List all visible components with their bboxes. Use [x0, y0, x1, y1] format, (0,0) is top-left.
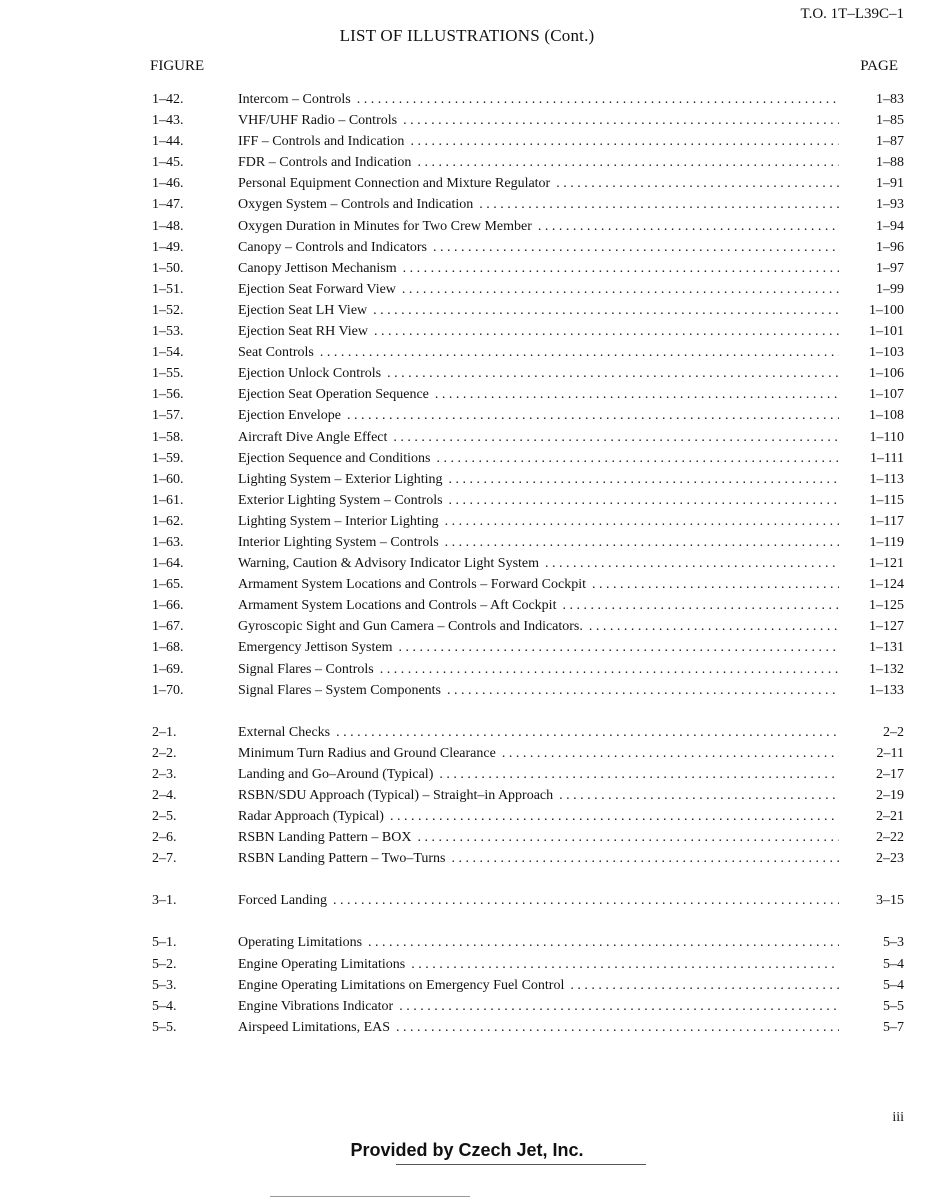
figure-title: Personal Equipment Connection and Mixture Regulator — [238, 176, 551, 192]
list-item — [0, 89, 934, 110]
figure-title: Warning, Caution & Advisory Indicator Light System — [238, 556, 540, 572]
illustrations-list — [0, 89, 934, 1038]
figure-entry — [238, 321, 839, 342]
dot-leader — [399, 996, 839, 1017]
figure-title: Ejection Seat RH View — [238, 324, 368, 340]
figure-number: 1–57. — [152, 408, 184, 424]
page-number: 1–106 — [869, 366, 904, 382]
page-number: 5–5 — [883, 998, 904, 1014]
dot-leader — [502, 743, 839, 764]
figure-entry — [238, 975, 839, 996]
figure-number: 2–3. — [152, 766, 177, 782]
provided-by-underline — [396, 1164, 646, 1165]
figure-group — [0, 932, 934, 1037]
figure-entry — [238, 110, 839, 131]
figure-entry — [238, 553, 839, 574]
dot-leader — [417, 827, 839, 848]
figure-entry — [238, 532, 839, 553]
dot-leader — [435, 384, 839, 405]
figure-title: Lighting System – Interior Lighting — [238, 513, 439, 529]
figure-title: VHF/UHF Radio – Controls — [238, 113, 398, 129]
figure-number: 2–6. — [152, 830, 177, 846]
figure-title: RSBN Landing Pattern – BOX — [238, 830, 412, 846]
dot-leader — [592, 574, 839, 595]
dot-leader — [445, 511, 839, 532]
figure-title: Airspeed Limitations, EAS — [238, 1019, 391, 1035]
dot-leader — [333, 890, 839, 911]
figure-number: 1–63. — [152, 534, 184, 550]
figure-title: Ejection Sequence and Conditions — [238, 450, 431, 466]
figure-title: Forced Landing — [238, 893, 328, 909]
list-item — [0, 975, 934, 996]
page-number: 1–108 — [869, 408, 904, 424]
figure-number: 1–48. — [152, 218, 184, 234]
figure-title: Seat Controls — [238, 345, 314, 361]
figure-number: 2–1. — [152, 724, 177, 740]
figure-number: 2–4. — [152, 788, 177, 803]
dot-leader — [411, 954, 839, 975]
list-item — [0, 785, 934, 806]
group-spacer — [0, 701, 934, 722]
page-number: 1–113 — [869, 471, 904, 487]
figure-title: Oxygen Duration in Minutes for Two Crew Member — [238, 218, 532, 234]
list-item — [0, 110, 934, 131]
figure-number: 1–66. — [152, 598, 184, 614]
list-item — [0, 216, 934, 237]
page-number: 1–88 — [876, 155, 904, 171]
page-number: 1–124 — [869, 577, 904, 593]
figure-title: Engine Operating Limitations on Emergency Fuel Control — [238, 977, 565, 993]
group-spacer — [0, 911, 934, 932]
page-column-header: PAGE — [860, 58, 898, 74]
figure-number: 1–50. — [152, 260, 184, 276]
page-number: 1–100 — [869, 302, 904, 318]
figure-title: Ejection Seat Operation Sequence — [238, 387, 429, 403]
figure-title: Emergency Jettison System — [238, 640, 393, 656]
dot-leader — [556, 173, 839, 194]
page-number: 2–21 — [876, 809, 904, 825]
figure-number: 1–42. — [152, 92, 184, 107]
dot-leader — [380, 659, 839, 680]
figure-column-header: FIGURE — [150, 58, 205, 74]
figure-entry — [238, 152, 839, 173]
dot-leader — [445, 532, 839, 553]
figure-number: 1–53. — [152, 324, 184, 340]
page-number: 1–132 — [869, 661, 904, 677]
list-item — [0, 384, 934, 405]
figure-number: 1–46. — [152, 176, 184, 192]
figure-number: 1–43. — [152, 113, 184, 129]
dot-leader — [320, 342, 839, 363]
figure-number: 5–5. — [152, 1019, 177, 1035]
figure-title: Armament System Locations and Controls – Forward Cockpit — [238, 577, 587, 593]
figure-entry — [238, 954, 839, 975]
list-item — [0, 743, 934, 764]
figure-number: 5–3. — [152, 977, 177, 993]
page-number: 1–93 — [876, 197, 904, 213]
document-id: T.O. 1T–L39C–1 — [800, 6, 904, 22]
dot-leader — [417, 152, 839, 173]
figure-group — [0, 89, 934, 701]
figure-entry — [238, 194, 839, 215]
figure-group — [0, 722, 934, 870]
figure-entry — [238, 405, 839, 426]
figure-entry — [238, 469, 839, 490]
dot-leader — [433, 237, 839, 258]
figure-entry — [238, 237, 839, 258]
figure-number: 1–56. — [152, 387, 184, 403]
list-item — [0, 553, 934, 574]
page-number: 1–119 — [869, 534, 904, 550]
group-spacer — [0, 869, 934, 890]
list-item — [0, 363, 934, 384]
figure-entry — [238, 216, 839, 237]
list-item — [0, 827, 934, 848]
figure-title: Armament System Locations and Controls – Aft Cockpit — [238, 598, 557, 614]
list-item — [0, 1017, 934, 1038]
figure-number: 2–7. — [152, 851, 177, 867]
list-item — [0, 427, 934, 448]
page-number: 1–115 — [869, 492, 904, 508]
figure-number: 1–69. — [152, 661, 184, 677]
list-item — [0, 321, 934, 342]
figure-title: Landing and Go–Around (Typical) — [238, 766, 434, 782]
figure-title: Ejection Envelope — [238, 408, 342, 424]
list-item — [0, 511, 934, 532]
page-number: 2–17 — [876, 766, 904, 782]
figure-group — [0, 890, 934, 911]
list-item — [0, 659, 934, 680]
figure-number: 5–4. — [152, 998, 177, 1014]
figure-entry — [238, 342, 839, 363]
dot-leader — [373, 300, 839, 321]
page-title: LIST OF ILLUSTRATIONS (Cont.) — [339, 26, 595, 45]
dot-leader — [390, 806, 839, 827]
figure-title: RSBN/SDU Approach (Typical) – Straight–in Approach — [238, 788, 554, 803]
list-item — [0, 595, 934, 616]
figure-entry — [238, 89, 839, 110]
figure-title: Engine Operating Limitations — [238, 956, 406, 972]
dot-leader — [402, 279, 839, 300]
figure-entry — [238, 659, 839, 680]
figure-entry — [238, 574, 839, 595]
figure-title: Minimum Turn Radius and Ground Clearance — [238, 745, 496, 761]
dot-leader — [436, 448, 839, 469]
figure-number: 1–68. — [152, 640, 184, 656]
list-item — [0, 806, 934, 827]
figure-entry — [238, 680, 839, 701]
dot-leader — [396, 1017, 839, 1038]
page-number: 1–101 — [869, 324, 904, 340]
figure-entry — [238, 932, 839, 953]
dot-leader — [562, 595, 839, 616]
list-item — [0, 405, 934, 426]
dot-leader — [410, 131, 839, 152]
dot-leader — [570, 975, 839, 996]
figure-number: 1–70. — [152, 682, 184, 698]
list-item — [0, 764, 934, 785]
dot-leader — [559, 785, 839, 806]
dot-leader — [451, 848, 839, 869]
page-number: 1–99 — [876, 281, 904, 297]
dot-leader — [538, 216, 839, 237]
figure-entry — [238, 616, 839, 637]
figure-title: Intercom – Controls — [238, 92, 351, 107]
page-number: 1–94 — [876, 218, 904, 234]
dot-leader — [449, 469, 839, 490]
dot-leader — [393, 427, 839, 448]
figure-entry — [238, 637, 839, 658]
list-item — [0, 954, 934, 975]
list-item — [0, 448, 934, 469]
page-number: 2–11 — [876, 745, 904, 761]
page-number: 1–107 — [869, 387, 904, 403]
dot-leader — [439, 764, 839, 785]
list-item — [0, 131, 934, 152]
figure-number: 1–51. — [152, 281, 184, 297]
figure-entry — [238, 996, 839, 1017]
dot-leader — [357, 89, 839, 110]
dot-leader — [347, 405, 839, 426]
dot-leader — [387, 363, 839, 384]
dot-leader — [589, 616, 839, 637]
page-folio: iii — [892, 1110, 904, 1125]
page-number: 1–121 — [869, 556, 904, 572]
figure-number: 1–44. — [152, 134, 184, 150]
figure-title: Lighting System – Exterior Lighting — [238, 471, 443, 487]
bottom-rule — [270, 1196, 470, 1197]
list-item — [0, 680, 934, 701]
page-number: 1–83 — [876, 92, 904, 107]
figure-entry — [238, 279, 839, 300]
figure-number: 1–67. — [152, 619, 184, 635]
page-number: 1–97 — [876, 260, 904, 276]
figure-number: 2–2. — [152, 745, 177, 761]
figure-title: Signal Flares – System Components — [238, 682, 441, 698]
dot-leader — [374, 321, 839, 342]
list-item — [0, 194, 934, 215]
figure-number: 1–59. — [152, 450, 184, 466]
list-item — [0, 532, 934, 553]
figure-entry — [238, 785, 839, 806]
dot-leader — [403, 110, 839, 131]
figure-title: Ejection Seat LH View — [238, 302, 368, 318]
figure-title: Canopy – Controls and Indicators — [238, 239, 427, 255]
page-number: 1–127 — [869, 619, 904, 635]
list-item — [0, 152, 934, 173]
dot-leader — [447, 680, 839, 701]
figure-title: Signal Flares – Controls — [238, 661, 374, 677]
list-item — [0, 490, 934, 511]
figure-title: Operating Limitations — [238, 935, 363, 951]
page-number: 2–22 — [876, 830, 904, 846]
figure-entry — [238, 173, 839, 194]
figure-title: Ejection Seat Forward View — [238, 281, 396, 297]
page-number: 1–87 — [876, 134, 904, 150]
figure-entry — [238, 764, 839, 785]
page-number: 1–110 — [869, 429, 904, 445]
figure-number: 5–1. — [152, 935, 177, 951]
page-number: 2–19 — [876, 788, 904, 803]
list-item — [0, 996, 934, 1017]
page-number: 1–111 — [870, 450, 904, 466]
page-number: 1–125 — [869, 598, 904, 614]
figure-title: Exterior Lighting System – Controls — [238, 492, 443, 508]
list-item — [0, 890, 934, 911]
list-item — [0, 300, 934, 321]
list-item — [0, 237, 934, 258]
figure-title: Aircraft Dive Angle Effect — [238, 429, 388, 445]
figure-number: 1–60. — [152, 471, 184, 487]
page-number: 1–103 — [869, 345, 904, 361]
figure-title: Engine Vibrations Indicator — [238, 998, 394, 1014]
page-number: 2–2 — [883, 724, 904, 740]
figure-entry — [238, 806, 839, 827]
page-number: 5–3 — [883, 935, 904, 951]
figure-title: Gyroscopic Sight and Gun Camera – Controls and Indicators. — [238, 619, 583, 635]
list-item — [0, 173, 934, 194]
list-item — [0, 342, 934, 363]
figure-number: 1–55. — [152, 366, 184, 382]
figure-entry — [238, 427, 839, 448]
list-item — [0, 616, 934, 637]
figure-entry — [238, 511, 839, 532]
figure-entry — [238, 258, 839, 279]
list-item — [0, 469, 934, 490]
figure-entry — [238, 848, 839, 869]
page-number: 5–4 — [883, 956, 904, 972]
figure-number: 5–2. — [152, 956, 177, 972]
list-item — [0, 637, 934, 658]
figure-entry — [238, 743, 839, 764]
figure-title: Canopy Jettison Mechanism — [238, 260, 397, 276]
dot-leader — [545, 553, 839, 574]
dot-leader — [399, 637, 840, 658]
figure-number: 1–61. — [152, 492, 184, 508]
page-number: 1–85 — [876, 113, 904, 129]
list-item — [0, 279, 934, 300]
figure-number: 2–5. — [152, 809, 177, 825]
figure-number: 1–47. — [152, 197, 184, 213]
figure-entry — [238, 827, 839, 848]
figure-entry — [238, 363, 839, 384]
figure-entry — [238, 890, 839, 911]
figure-title: Interior Lighting System – Controls — [238, 534, 439, 550]
figure-number: 1–54. — [152, 345, 184, 361]
figure-number: 1–45. — [152, 155, 184, 171]
dot-leader — [449, 490, 839, 511]
list-item — [0, 932, 934, 953]
figure-entry — [238, 131, 839, 152]
page-number: 2–23 — [876, 851, 904, 867]
page-number: 3–15 — [876, 893, 904, 909]
figure-number: 1–58. — [152, 429, 184, 445]
figure-title: IFF – Controls and Indication — [238, 134, 405, 150]
page-number: 1–91 — [876, 176, 904, 192]
figure-number: 1–49. — [152, 239, 184, 255]
dot-leader — [368, 932, 839, 953]
list-item — [0, 574, 934, 595]
figure-number: 1–52. — [152, 302, 184, 318]
figure-title: Ejection Unlock Controls — [238, 366, 382, 382]
figure-entry — [238, 595, 839, 616]
dot-leader — [403, 258, 839, 279]
page-number: 1–133 — [869, 682, 904, 698]
page-number: 1–117 — [869, 513, 904, 529]
figure-title: Radar Approach (Typical) — [238, 809, 384, 825]
page-number: 5–7 — [883, 1019, 904, 1035]
list-item — [0, 848, 934, 869]
figure-number: 1–62. — [152, 513, 184, 529]
figure-number: 3–1. — [152, 893, 177, 909]
list-item — [0, 258, 934, 279]
figure-entry — [238, 384, 839, 405]
figure-number: 1–64. — [152, 556, 184, 572]
figure-entry — [238, 490, 839, 511]
list-item — [0, 722, 934, 743]
figure-title: Oxygen System – Controls and Indication — [238, 197, 474, 213]
provided-by-note: Provided by Czech Jet, Inc. — [350, 1140, 584, 1160]
figure-title: RSBN Landing Pattern – Two–Turns — [238, 851, 446, 867]
figure-title: External Checks — [238, 724, 331, 740]
page-number: 5–4 — [883, 977, 904, 993]
figure-entry — [238, 1017, 839, 1038]
page-number: 1–131 — [869, 640, 904, 656]
page-number: 1–96 — [876, 239, 904, 255]
figure-number: 1–65. — [152, 577, 184, 593]
figure-entry — [238, 300, 839, 321]
figure-title: FDR – Controls and Indication — [238, 155, 412, 171]
dot-leader — [479, 194, 839, 215]
figure-entry — [238, 448, 839, 469]
figure-entry — [238, 722, 839, 743]
dot-leader — [336, 722, 839, 743]
